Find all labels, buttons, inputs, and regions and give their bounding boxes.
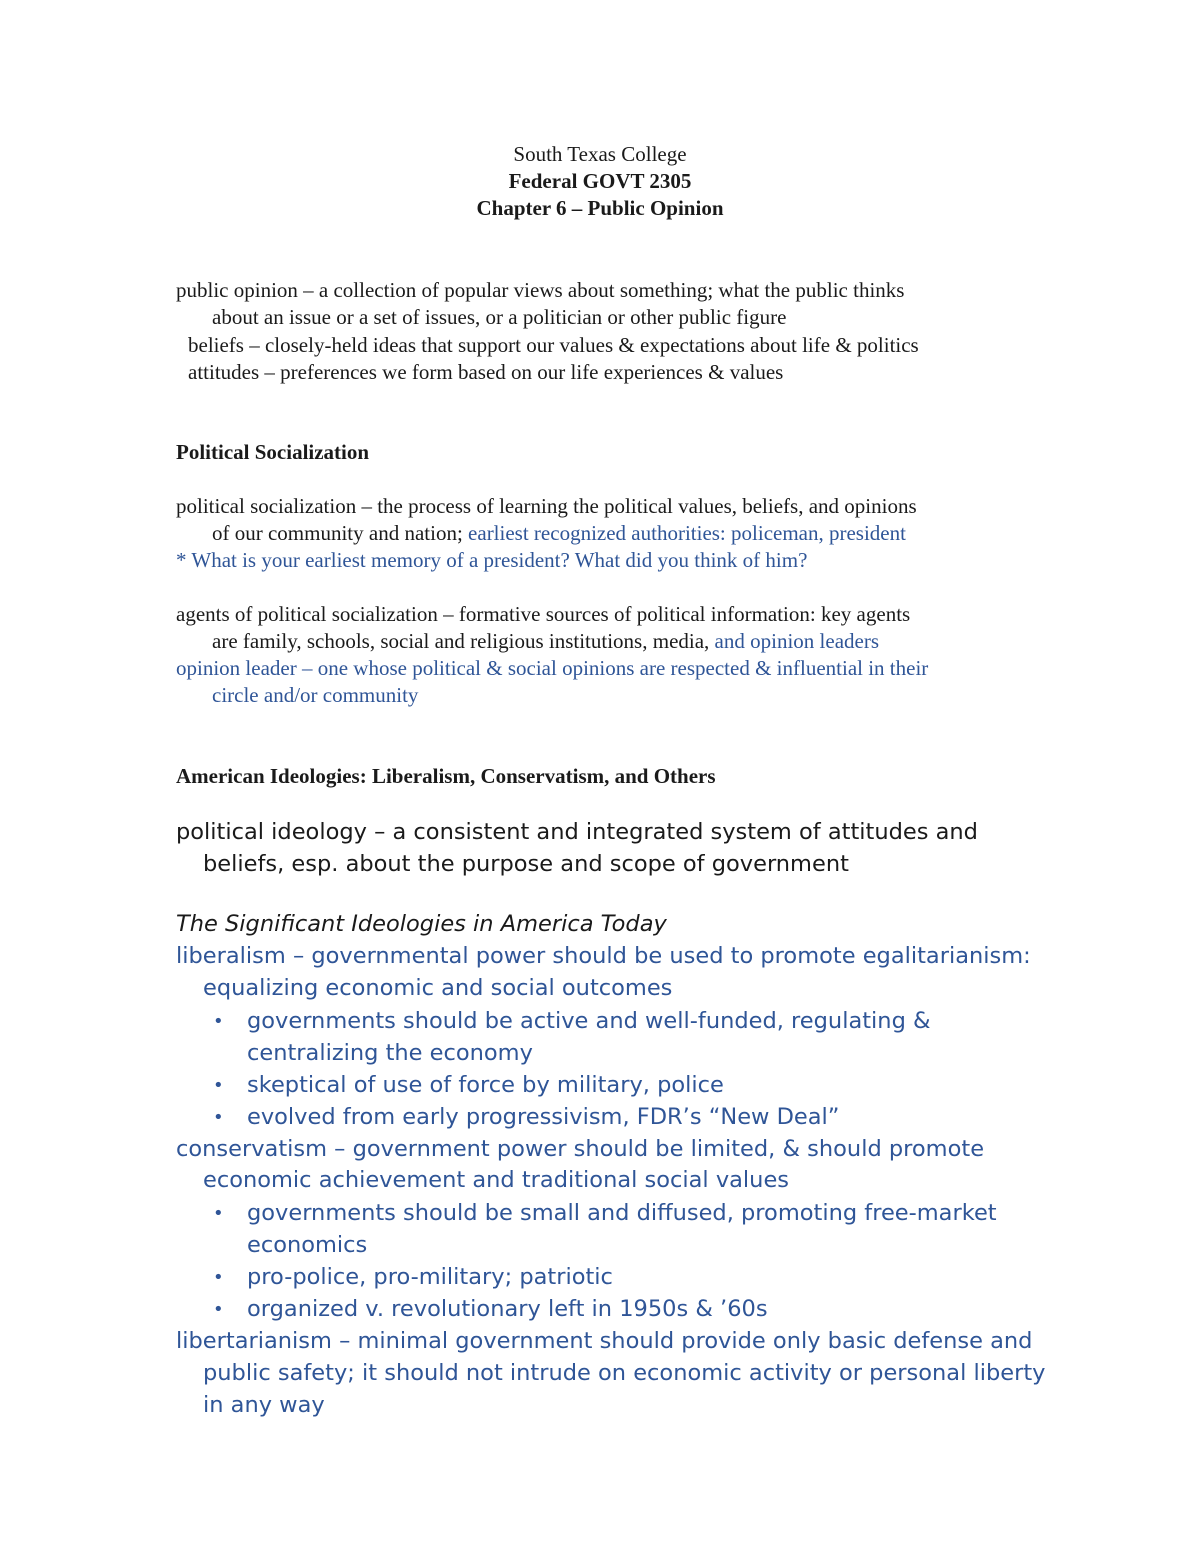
beliefs-def: beliefs – closely-held ideas that support our values & expectations about life & politics	[188, 333, 919, 357]
con-bullet-1-line2: economics	[247, 1232, 368, 1258]
bullet-icon: •	[213, 1267, 224, 1288]
ideology-def-line2: beliefs, esp. about the purpose and scope of government	[203, 851, 849, 877]
course-title: Federal GOVT 2305	[508, 169, 692, 193]
con-bullet-1-line1: governments should be small and diffused, promoting free-market	[247, 1200, 997, 1226]
discussion-question: * What is your earliest memory of a president? What did you think of him?	[176, 548, 808, 572]
lib-bullet-3: evolved from early progressivism, FDR’s “New Deal”	[247, 1104, 840, 1130]
ideology-def-line1: political ideology – a consistent and integrated system of attitudes and	[176, 819, 978, 845]
section-heading-ideologies: American Ideologies: Liberalism, Conservatism, and Others	[176, 764, 716, 788]
bullet-icon: •	[213, 1107, 224, 1128]
liberalism-def-line1: liberalism – governmental power should be used to promote egalitarianism:	[176, 943, 1031, 969]
bullet-icon: •	[213, 1299, 224, 1320]
opinion-leader-def-line2: circle and/or community	[212, 683, 419, 707]
agents-list-text: are family, schools, social and religious institutions, media,	[212, 629, 715, 653]
con-bullet-3: organized v. revolutionary left in 1950s & ’60s	[247, 1296, 768, 1322]
socialization-def-line1: political socialization – the process of learning the political values, beliefs, and opinions	[176, 494, 917, 518]
section-heading-socialization: Political Socialization	[176, 440, 370, 464]
bullet-icon: •	[213, 1011, 224, 1032]
libertarianism-def-line2: public safety; it should not intrude on economic activity or personal liberty	[203, 1360, 1046, 1386]
libertarianism-def-line1: libertarianism – minimal government should provide only basic defense and	[176, 1328, 1033, 1354]
chapter-title: Chapter 6 – Public Opinion	[476, 196, 724, 220]
con-bullet-2: pro-police, pro-military; patriotic	[247, 1264, 613, 1290]
opinion-leader-def-line1: opinion leader – one whose political & social opinions are respected & influential in their	[176, 656, 929, 680]
agents-def-line2	[212, 629, 879, 654]
agents-def-line1: agents of political socialization – formative sources of political information: key agents	[176, 602, 911, 626]
college-name: South Texas College	[513, 142, 687, 166]
opinion-leaders-note: and opinion leaders	[714, 629, 879, 653]
bullet-icon: •	[213, 1203, 224, 1224]
libertarianism-def-line3: in any way	[203, 1392, 325, 1418]
socialization-def-line2	[212, 521, 906, 546]
public-opinion-def-line1: public opinion – a collection of popular views about something; what the public thinks	[176, 278, 905, 302]
conservatism-def-line2: economic achievement and traditional social values	[203, 1167, 790, 1193]
subheading-significant-ideologies: The Significant Ideologies in America Today	[176, 911, 667, 937]
attitudes-def: attitudes – preferences we form based on our life experiences & values	[188, 360, 784, 384]
bullet-icon: •	[213, 1075, 224, 1096]
lib-bullet-1-line2: centralizing the economy	[247, 1040, 533, 1066]
liberalism-def-line2: equalizing economic and social outcomes	[203, 975, 673, 1001]
earliest-authorities-note: earliest recognized authorities: policeman, president	[468, 521, 906, 545]
lib-bullet-1-line1: governments should be active and well-funded, regulating &	[247, 1008, 931, 1034]
conservatism-def-line1: conservatism – government power should be limited, & should promote	[176, 1136, 985, 1162]
socialization-def-text: of our community and nation;	[212, 521, 469, 545]
lib-bullet-2: skeptical of use of force by military, police	[247, 1072, 724, 1098]
public-opinion-def-line2: about an issue or a set of issues, or a politician or other public figure	[212, 305, 787, 329]
